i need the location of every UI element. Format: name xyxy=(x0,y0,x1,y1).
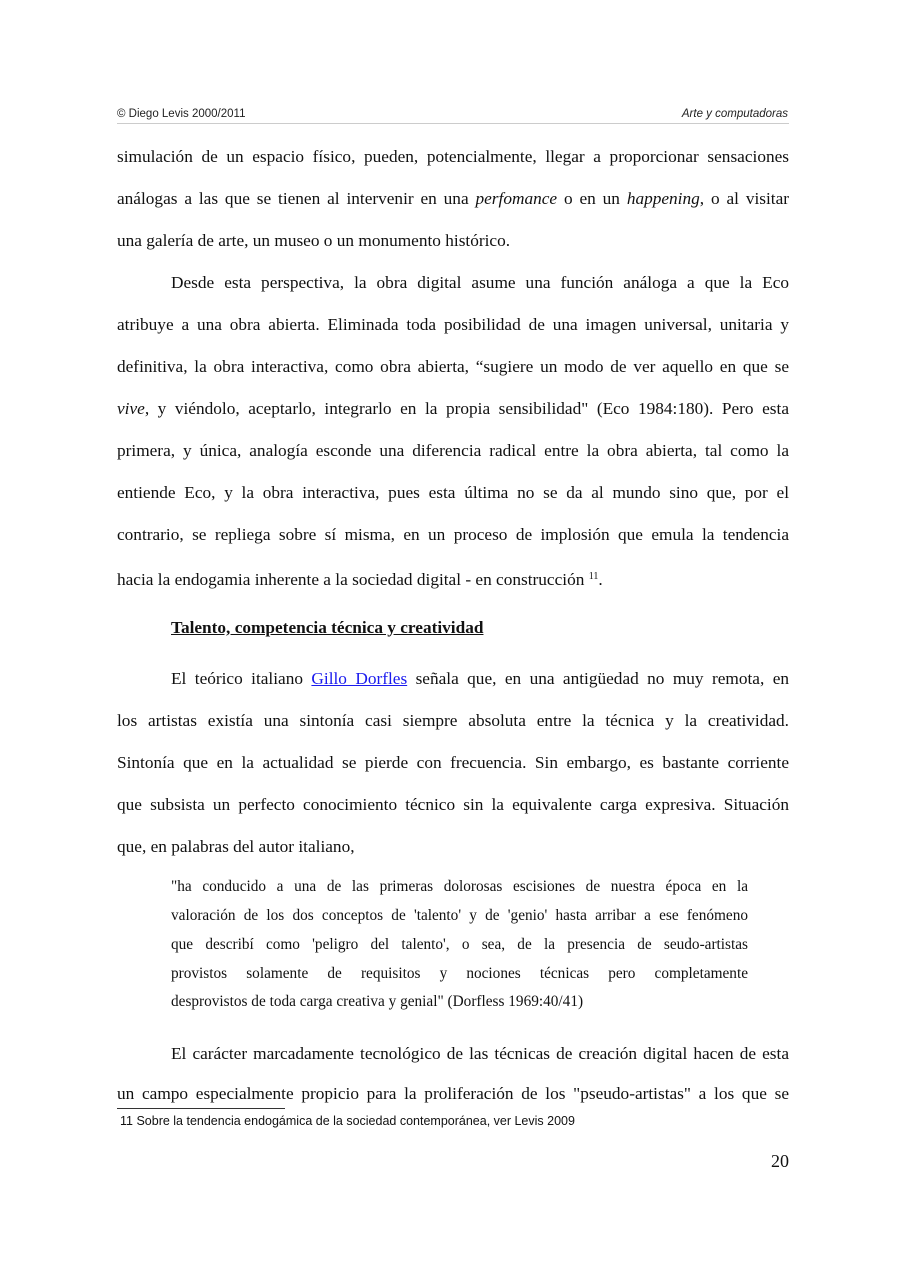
footnote: 11 Sobre la tendencia endogámica de la sociedad contemporánea, ver Levis 2009 xyxy=(120,1114,575,1128)
body-text-line xyxy=(117,398,789,420)
body-text-line xyxy=(117,440,789,462)
footnote-reference[interactable]: 11 xyxy=(588,571,599,582)
text-segment: El carácter marcadamente tecnológico de las técnicas de creación digital hacen de esta xyxy=(171,1044,789,1063)
text-segment: análogas a las que se tienen al intervenir en una xyxy=(117,189,476,208)
body-text-line xyxy=(117,524,789,546)
text-segment: entiende Eco, y la obra interactiva, pues esta última no se da al mundo sino que, por el xyxy=(117,483,789,502)
text-segment: desprovistos de toda carga creativa y genial" (Dorfless 1969:40/41) xyxy=(171,993,584,1010)
block-quote-line xyxy=(171,905,748,927)
body-text-line xyxy=(117,356,789,378)
text-segment: definitiva, la obra interactiva, como obra abierta, “sugiere un modo de ver aquello en que se xyxy=(117,357,789,376)
body-text-line xyxy=(117,566,789,588)
block-quote-line xyxy=(171,963,748,985)
text-segment: El teórico italiano xyxy=(171,669,312,688)
text-segment: hacia la endogamia inherente a la sociedad digital - en construcción xyxy=(117,570,589,589)
body-text-line xyxy=(117,710,789,732)
header-rule xyxy=(117,123,789,124)
author-link[interactable]: Gillo Dorfles xyxy=(311,669,408,688)
text-segment: Sintonía que en la actualidad se pierde con frecuencia. Sin embargo, es bastante corriente xyxy=(117,753,789,772)
block-quote-line xyxy=(171,934,748,956)
body-text-line xyxy=(117,314,789,336)
text-segment: , o al visitar xyxy=(699,189,790,208)
page-number: 20 xyxy=(771,1151,789,1171)
text-segment: simulación de un espacio físico, pueden, potencialmente, llegar a proporcionar sensaciones xyxy=(117,147,789,166)
body-text-line xyxy=(171,272,789,294)
block-quote-line xyxy=(171,991,748,1013)
text-segment: valoración de los dos conceptos de 'talento' y de 'genio' hasta arribar a ese fenómeno xyxy=(171,907,748,924)
body-text-line xyxy=(171,1043,789,1065)
body-text-line xyxy=(117,188,789,210)
text-segment: contrario, se repliega sobre sí misma, en un proceso de implosión que emula la tendencia xyxy=(117,525,789,544)
italic-text: vive xyxy=(117,399,145,418)
body-text-line xyxy=(117,836,789,858)
body-text-line xyxy=(117,752,789,774)
text-segment: un campo especialmente propicio para la proliferación de los "pseudo-artistas" a los que se xyxy=(117,1084,789,1103)
text-segment: "ha conducido a una de las primeras dolorosas escisiones de nuestra época en la xyxy=(171,878,748,895)
block-quote-line xyxy=(171,876,748,898)
header-title: Arte y computadoras xyxy=(681,108,788,120)
footnote-separator xyxy=(117,1108,285,1109)
body-text-line xyxy=(117,230,789,252)
text-segment: Desde esta perspectiva, la obra digital asume una función análoga a que la Eco xyxy=(171,273,789,292)
text-segment: provistos solamente de requisitos y nociones técnicas pero completamente xyxy=(171,965,748,982)
body-text-line xyxy=(117,1083,789,1105)
text-segment: los artistas existía una sintonía casi siempre absoluta entre la técnica y la creatividad. xyxy=(117,711,789,730)
text-segment: señala que, en una antigüedad no muy remota, en xyxy=(407,669,790,688)
text-segment: o en un xyxy=(557,189,627,208)
text-segment: , y viéndolo, aceptarlo, integrarlo en la propia sensibilidad" (Eco 1984:180). Pero esta xyxy=(144,399,789,418)
body-text-line xyxy=(117,794,789,816)
text-segment: una galería de arte, un museo o un monumento histórico. xyxy=(117,231,511,250)
section-heading xyxy=(171,617,507,639)
text-segment: primera, y única, analogía esconde una diferencia radical entre la obra abierta, tal como la xyxy=(117,441,789,460)
text-segment: Talento, competencia técnica y creatividad xyxy=(171,618,484,637)
text-segment: que describí como 'peligro del talento', o sea, de la presencia de seudo-artistas xyxy=(171,936,748,953)
text-segment: atribuye a una obra abierta. Eliminada toda posibilidad de una imagen universal, unitaria y xyxy=(117,315,789,334)
body-text-line xyxy=(117,482,789,504)
header-author: © Diego Levis 2000/2011 xyxy=(117,108,246,120)
body-text-line xyxy=(117,146,789,168)
italic-text: happening xyxy=(626,189,700,208)
italic-text: perfomance xyxy=(475,189,558,208)
text-segment: . xyxy=(598,570,603,589)
text-segment: que, en palabras del autor italiano, xyxy=(117,837,355,856)
text-segment: que subsista un perfecto conocimiento técnico sin la equivalente carga expresiva. Situación xyxy=(117,795,789,814)
body-text-line xyxy=(171,668,789,690)
